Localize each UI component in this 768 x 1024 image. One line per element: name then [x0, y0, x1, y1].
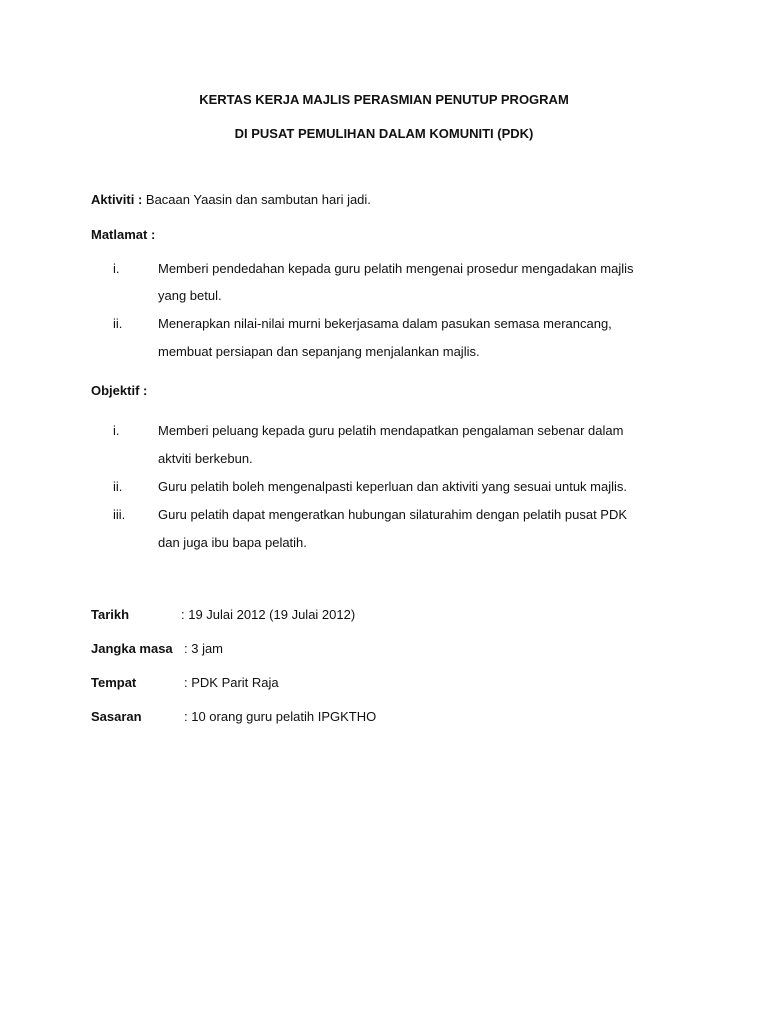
jangka-masa-value: : 3 jam	[184, 641, 224, 656]
matlamat-item-1-line2: yang betul.	[158, 288, 222, 303]
matlamat-label: Matlamat :	[91, 227, 156, 242]
document-title-line2: DI PUSAT PEMULIHAN DALAM KOMUNITI (PDK)	[234, 126, 534, 141]
aktiviti-value: Bacaan Yaasin dan sambutan hari jadi.	[142, 192, 371, 207]
aktiviti-label: Aktiviti :	[91, 192, 143, 207]
tarikh-value: : 19 Julai 2012 (19 Julai 2012)	[181, 607, 356, 622]
objektif-item-3-line2: dan juga ibu bapa pelatih.	[158, 535, 307, 550]
objektif-item-1-line1: Memberi peluang kepada guru pelatih mendapatkan pengalaman sebenar dalam	[158, 423, 624, 438]
matlamat-item-2-line2: membuat persiapan dan sepanjang menjalankan majlis.	[158, 344, 480, 359]
document-title-line1: KERTAS KERJA MAJLIS PERASMIAN PENUTUP PROGRAM	[199, 92, 569, 107]
matlamat-item-2-line1: Menerapkan nilai-nilai murni bekerjasama dalam pasukan semasa merancang,	[158, 316, 612, 331]
matlamat-item-1-number: i.	[113, 261, 120, 276]
matlamat-item-1-line1: Memberi pendedahan kepada guru pelatih mengenai prosedur mengadakan majlis	[158, 261, 634, 276]
sasaran-label: Sasaran	[91, 709, 142, 724]
jangka-masa-label: Jangka masa	[91, 641, 173, 656]
objektif-item-1-line2: aktviti berkebun.	[158, 451, 253, 466]
sasaran-value: : 10 orang guru pelatih IPGKTHO	[184, 709, 377, 724]
objektif-item-1-number: i.	[113, 423, 120, 438]
objektif-item-2-number: ii.	[113, 479, 123, 494]
objektif-item-3-line1: Guru pelatih dapat mengeratkan hubungan silaturahim dengan pelatih pusat PDK	[158, 507, 628, 522]
matlamat-item-2-number: ii.	[113, 316, 123, 331]
tarikh-label: Tarikh	[91, 607, 130, 622]
tempat-value: : PDK Parit Raja	[184, 675, 279, 690]
objektif-item-3-number: iii.	[113, 507, 126, 522]
objektif-item-2-line1: Guru pelatih boleh mengenalpasti keperluan dan aktiviti yang sesuai untuk majlis.	[158, 479, 628, 494]
objektif-label: Objektif :	[91, 383, 148, 398]
tempat-label: Tempat	[91, 675, 137, 690]
aktiviti-row	[91, 192, 371, 207]
